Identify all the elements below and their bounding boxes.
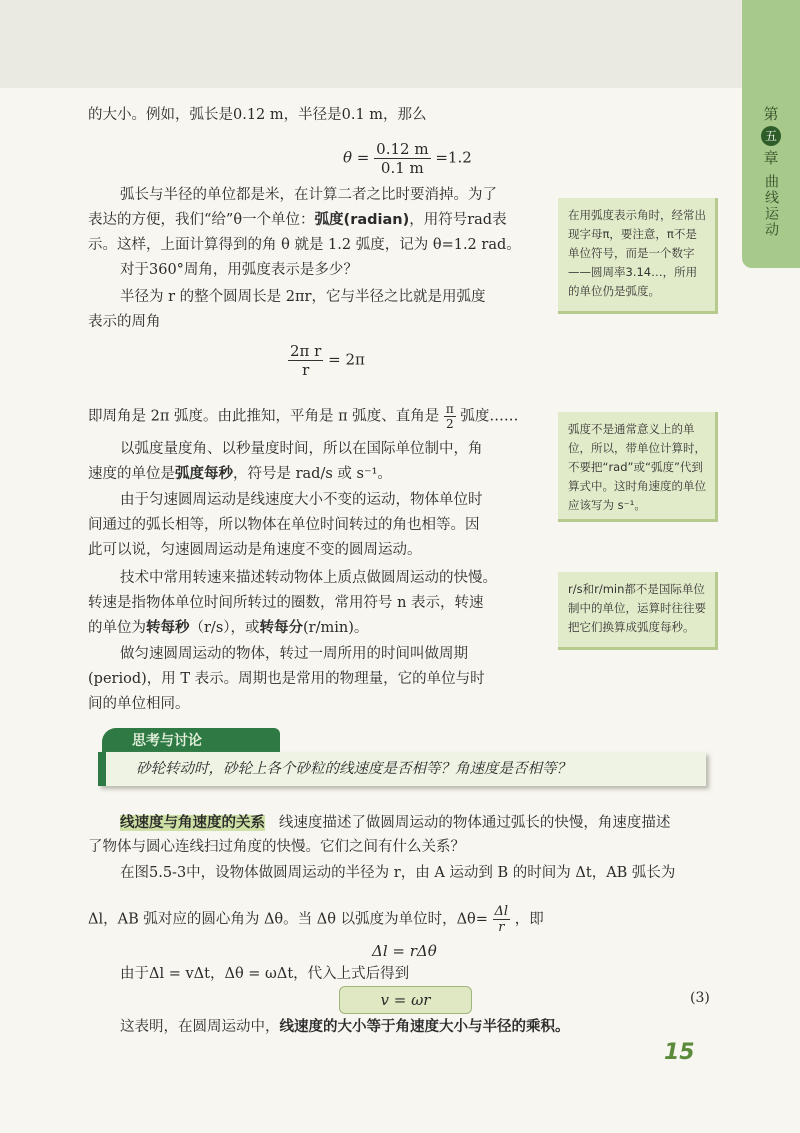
text: ，符号是 rad/s 或 s⁻¹。 <box>233 466 392 482</box>
text: 线速度描述了做圆周运动的物体通过弧长的快慢，角速度描述 <box>278 815 671 831</box>
paragraph: 间通过的弧长相等，所以物体在单位时间转过的角也相等。因 <box>88 517 480 533</box>
chapter-prefix: 第 <box>763 105 779 123</box>
paragraph <box>120 1016 570 1038</box>
paragraph <box>88 463 392 485</box>
eq-rhs: = 2π <box>328 350 365 369</box>
header-band <box>0 0 742 88</box>
page-number: 15 <box>664 1040 695 1065</box>
chapter-number: 五 <box>761 126 781 146</box>
term-rad-per-sec: 弧度每秒 <box>175 466 233 482</box>
chapter-tab <box>742 0 800 268</box>
paragraph: 间的单位相同。 <box>88 696 190 712</box>
paragraph: 示。这样，上面计算得到的角 θ 就是 1.2 弧度，记为 θ=1.2 rad。 <box>88 237 521 253</box>
paragraph <box>88 904 544 935</box>
text: 弧度…… <box>460 408 519 425</box>
eq-den: 0.1 m <box>380 159 424 177</box>
term-radian: 弧度(radian) <box>314 212 410 228</box>
paragraph: 半径为 r 的整个圆周长是 2πr，它与半径之比就是用弧度 <box>120 289 486 305</box>
paragraph: 做匀速圆周运动的物体，转过一周所用的时间叫做周期 <box>120 646 468 662</box>
eq-num: 0.12 m <box>376 140 429 158</box>
text: ，用符号rad表 <box>409 212 507 228</box>
text: 即周角是 2π 弧度。由此推知，平角是 π 弧度、直角是 <box>88 408 440 425</box>
paragraph: 由于Δl = vΔt，Δθ = ωΔt，代入上式后得到 <box>120 966 410 982</box>
paragraph <box>88 209 507 231</box>
paragraph: 此可以说，匀速圆周运动是角速度不变的圆周运动。 <box>88 542 422 558</box>
equation-number: (3) <box>690 990 710 1006</box>
margin-note: 在用弧度表示角时，经常出现字母π，要注意，π不是单位符号，而是一个数字——圆周率3.14…，所用的单位仍是弧度。 <box>558 198 718 314</box>
text: （r/s），或 <box>189 620 260 636</box>
text: 速度的单位是 <box>88 466 175 482</box>
text: ，即 <box>514 911 544 928</box>
text: Δl，AB 弧对应的圆心角为 Δθ。当 Δθ 以弧度为单位时，Δθ= <box>88 911 488 928</box>
chapter-title: 曲线运动 <box>763 174 779 238</box>
eq-lhs: θ = <box>343 148 370 167</box>
text: 表达的方便，我们“给”θ一个单位： <box>88 212 315 228</box>
margin-note: 弧度不是通常意义上的单位，所以，带单位计算时，不要把“rad”或“弧度”代到算式中。这时角速度的单位应该写为 s⁻¹。 <box>558 412 718 522</box>
term-rev-per-sec: 转每秒 <box>146 620 190 636</box>
paragraph <box>120 812 670 834</box>
eq-num: 2π r <box>290 342 322 360</box>
paragraph: 的大小。例如，弧长是0.12 m，半径是0.1 m，那么 <box>88 107 427 123</box>
paragraph: 技术中常用转速来描述转动物体上质点做圆周运动的快慢。 <box>120 570 497 586</box>
frac-den: r <box>498 920 505 935</box>
discussion-question: 砂轮转动时，砂轮上各个砂粒的线速度是否相等？角速度是否相等？ <box>98 752 706 786</box>
eq-den: r <box>302 361 310 379</box>
paragraph: 表示的周角 <box>88 314 161 330</box>
paragraph: (period)，用 T 表示。周期也是常用的物理量，它的单位与时 <box>88 671 485 687</box>
frac-num: Δl <box>494 904 509 919</box>
equation-arc: Δl = rΔθ <box>372 942 437 960</box>
paragraph: 由于匀速圆周运动是线速度大小不变的运动，物体单位时 <box>120 492 483 508</box>
paragraph: 弧长与半径的单位都是米，在计算二者之比时要消掉。为了 <box>120 187 497 203</box>
paragraph: 在图5.5-3中，设物体做圆周运动的半径为 r，由 A 运动到 B 的时间为 Δt，AB 弧长为 <box>120 865 676 881</box>
section-title: 线速度与角速度的关系 <box>120 815 265 831</box>
paragraph: 转速是指物体单位时间所转过的圈数，常用符号 n 表示，转速 <box>88 595 484 611</box>
margin-note: r/s和r/min都不是国际单位制中的单位，运算时往往要把它们换算成弧度每秒。 <box>558 572 718 650</box>
equation-theta <box>343 140 472 177</box>
paragraph <box>88 402 518 431</box>
paragraph: 了物体与圆心连线扫过角度的快慢。它们之间有什么关系？ <box>88 839 465 855</box>
paragraph: 对于360°周角，用弧度表示是多少？ <box>120 262 358 278</box>
frac-num: π <box>445 402 454 416</box>
term-rev-per-min: 转每分 <box>259 620 304 636</box>
discussion-box <box>98 728 706 784</box>
text: (r/min)。 <box>303 620 369 636</box>
text: 这表明，在圆周运动中， <box>120 1019 280 1035</box>
discussion-title: 思考与讨论 <box>102 728 280 754</box>
eq-rhs: =1.2 <box>435 148 472 167</box>
chapter-suffix: 章 <box>763 149 779 167</box>
paragraph: 以弧度量度角、以秒量度时间，所以在国际单位制中，角 <box>120 441 483 457</box>
formula-box: v = ωr <box>339 986 472 1014</box>
equation-full-angle <box>288 342 365 379</box>
text: 的单位为 <box>88 620 146 636</box>
conclusion: 线速度的大小等于角速度大小与半径的乘积。 <box>279 1019 570 1035</box>
paragraph <box>88 617 368 639</box>
frac-den: 2 <box>445 417 454 431</box>
